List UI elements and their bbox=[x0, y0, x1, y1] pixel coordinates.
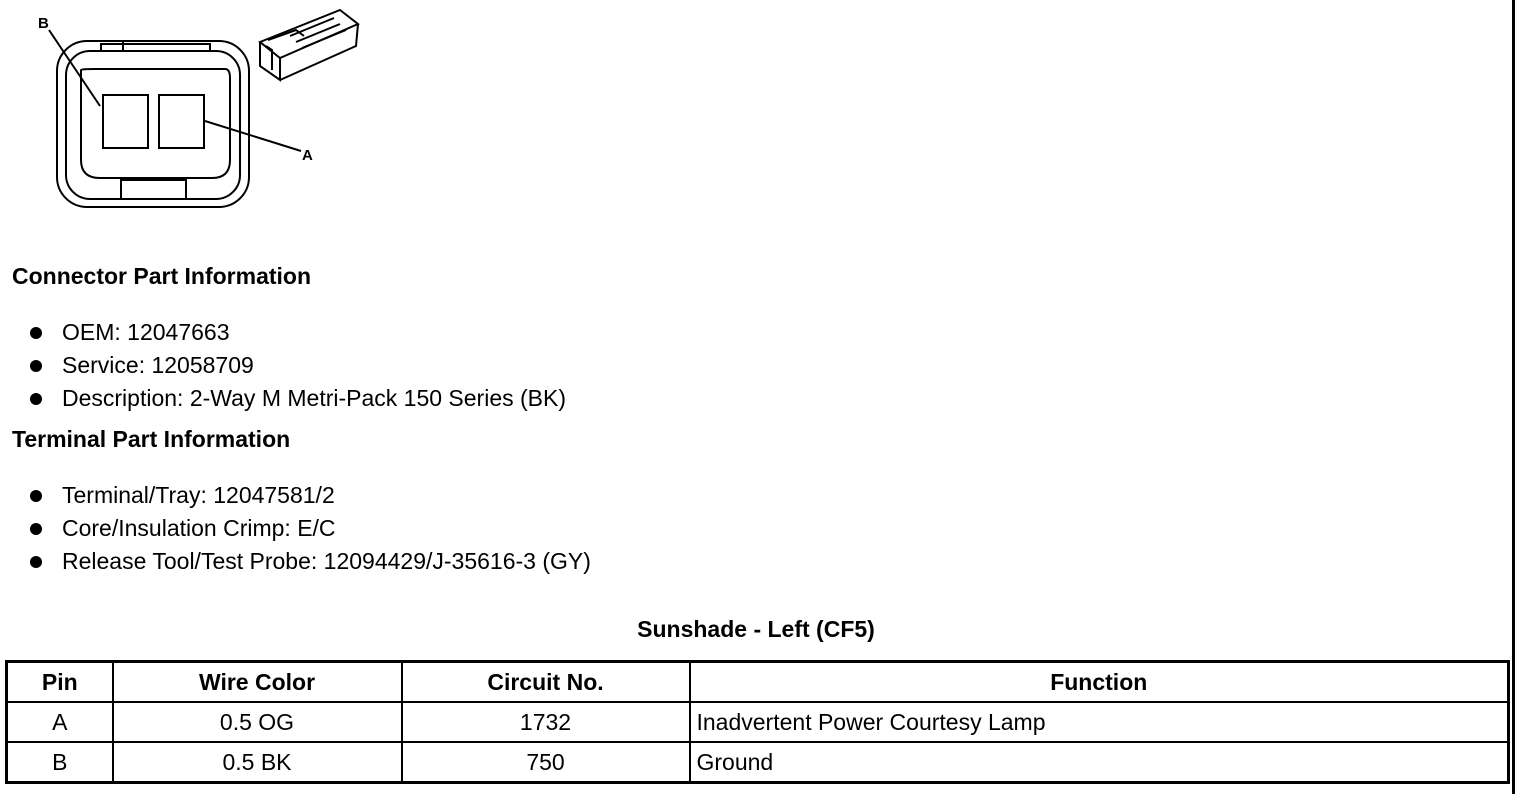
table-row bbox=[7, 702, 1509, 742]
header-pin: Pin bbox=[7, 662, 113, 703]
header-wire-color: Wire Color bbox=[113, 662, 402, 703]
table-row bbox=[7, 742, 1509, 783]
bullet-icon bbox=[30, 360, 42, 372]
table-title: Sunshade - Left (CF5) bbox=[637, 616, 875, 642]
connector-info-heading: Connector Part Information bbox=[12, 263, 312, 289]
connector-outer-housing bbox=[57, 41, 249, 207]
connector-iso-icon bbox=[260, 10, 358, 80]
terminal-release-tool: Release Tool/Test Probe: 12094429/J-35616-3 (GY) bbox=[62, 548, 591, 574]
cell-wire-color: 0.5 OG bbox=[113, 702, 402, 742]
terminal-cavity-a bbox=[159, 95, 204, 148]
table-header-row bbox=[7, 662, 1509, 703]
cell-circuit-no: 1732 bbox=[402, 702, 690, 742]
cell-function: Inadvertent Power Courtesy Lamp bbox=[690, 702, 1509, 742]
pin-label-a: A bbox=[302, 147, 313, 164]
pin-label-b: B bbox=[38, 15, 49, 32]
connector-service: Service: 12058709 bbox=[62, 352, 254, 378]
bullet-icon bbox=[30, 490, 42, 502]
cell-function: Ground bbox=[690, 742, 1509, 783]
bullet-icon bbox=[30, 556, 42, 568]
connector-diagram bbox=[0, 0, 380, 220]
cell-wire-color: 0.5 BK bbox=[113, 742, 402, 783]
bullet-icon bbox=[30, 327, 42, 339]
terminal-crimp: Core/Insulation Crimp: E/C bbox=[62, 515, 336, 541]
cell-circuit-no: 750 bbox=[402, 742, 690, 783]
bullet-icon bbox=[30, 393, 42, 405]
connector-oem: OEM: 12047663 bbox=[62, 319, 230, 345]
pinout-table bbox=[5, 660, 1510, 784]
bullet-icon bbox=[30, 523, 42, 535]
header-circuit-no: Circuit No. bbox=[402, 662, 690, 703]
leader-line-a bbox=[205, 121, 301, 151]
connector-top-latch bbox=[101, 41, 123, 51]
terminal-tray: Terminal/Tray: 12047581/2 bbox=[62, 482, 335, 508]
terminal-info-heading: Terminal Part Information bbox=[12, 426, 291, 452]
terminal-cavity-b bbox=[103, 95, 148, 148]
connector-bottom-key bbox=[121, 180, 186, 199]
connector-description: Description: 2-Way M Metri-Pack 150 Series (BK) bbox=[62, 385, 567, 411]
header-function: Function bbox=[690, 662, 1509, 703]
page-border bbox=[1512, 0, 1515, 794]
cell-pin: A bbox=[7, 702, 113, 742]
cell-pin: B bbox=[7, 742, 113, 783]
